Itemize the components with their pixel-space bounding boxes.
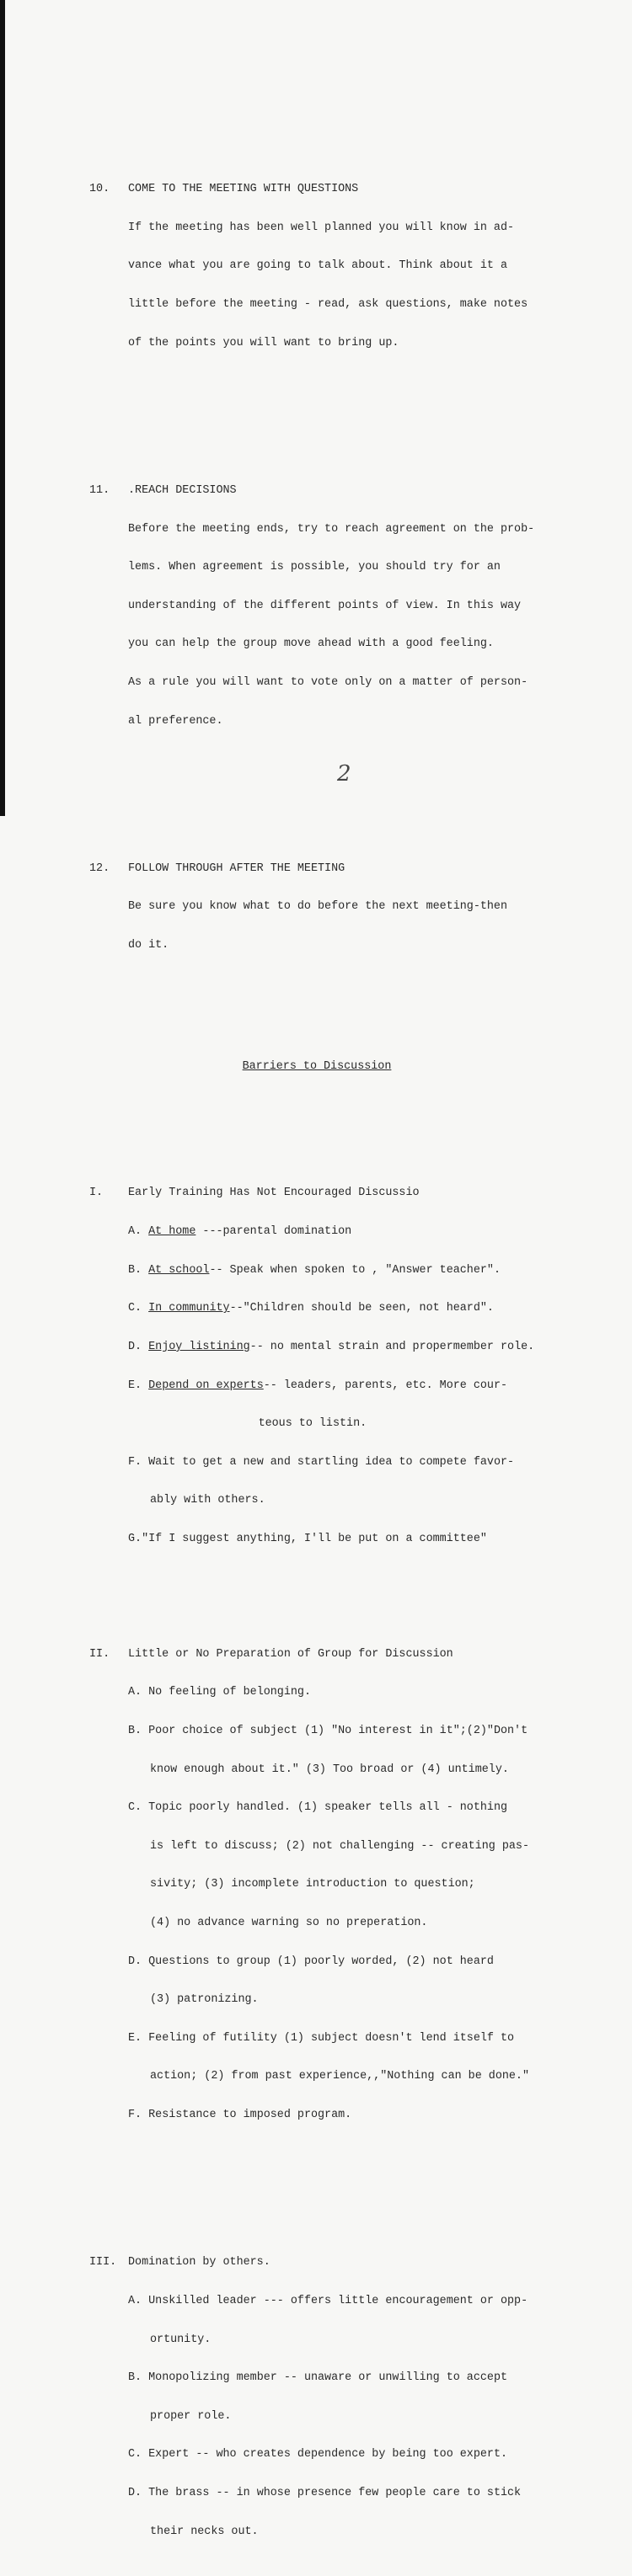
item-number: 12.: [89, 861, 110, 875]
sub-letter: B.: [128, 1724, 142, 1737]
sub-letter: A.: [128, 1225, 142, 1239]
roman-numeral: III.: [89, 2256, 117, 2269]
numbered-item-11: [89, 458, 595, 753]
numbered-item-12: [89, 836, 595, 977]
sub-continuation: ably with others.: [150, 1494, 265, 1507]
barrier-heading: Early Training Has Not Encouraged Discussio: [128, 1187, 420, 1200]
sub-continuation: (3) patronizing.: [150, 1993, 259, 2007]
binder-edge: [0, 0, 5, 816]
item-number: 11.: [89, 483, 110, 497]
item-line: al preference.: [128, 714, 223, 728]
sub-letter: E.: [128, 2031, 142, 2045]
sub-text: Expert -- who creates dependence by being too expert.: [148, 2448, 508, 2461]
sub-text: Topic poorly handled. (1) speaker tells all - nothing: [148, 1801, 508, 1815]
page-number: 2: [337, 761, 351, 787]
sub-continuation: ortunity.: [150, 2333, 212, 2346]
item-line: If the meeting has been well planned you will know in ad-: [128, 221, 515, 234]
sub-text: ---parental domination: [195, 1225, 352, 1239]
sub-letter: D.: [128, 1340, 142, 1353]
sub-letter: D.: [128, 1955, 142, 1968]
sub-continuation: is left to discuss; (2) not challenging -- creating pas-: [150, 1839, 529, 1853]
item-line: lems. When agreement is possible, you should try for an: [128, 561, 501, 574]
sub-text: Poor choice of subject (1) "No interest in it";(2)"Don't: [148, 1724, 528, 1737]
sub-text: -- leaders, parents, etc. More cour-: [263, 1379, 508, 1392]
sub-letter: G.: [128, 1532, 142, 1545]
sub-underlined: At home: [148, 1225, 196, 1239]
sub-letter: C.: [128, 1302, 142, 1315]
sub-letter: C.: [128, 1801, 142, 1815]
sub-text: The brass -- in whose presence few people care to stick: [148, 2486, 522, 2499]
barrier-heading: Little or No Preparation of Group for Discussion: [128, 1647, 453, 1661]
section-title: Barriers to Discussion: [242, 1059, 392, 1073]
numbered-item-10: [89, 157, 595, 375]
item-heading: FOLLOW THROUGH AFTER THE MEETING: [128, 861, 345, 875]
sub-letter: C.: [128, 2448, 142, 2461]
item-line: understanding of the different points of view. In this way: [128, 599, 522, 612]
sub-continuation: action; (2) from past experience,,"Nothing can be done.": [150, 2070, 529, 2083]
sub-continuation: know enough about it." (3) Too broad or (4) untimely.: [150, 1763, 509, 1776]
sub-text: Feeling of futility (1) subject doesn't lend itself to: [148, 2031, 515, 2045]
document-page: [89, 106, 595, 2576]
sub-continuation: their necks out.: [150, 2525, 259, 2538]
roman-numeral: I.: [89, 1187, 104, 1200]
sub-letter: B.: [128, 2371, 142, 2385]
sub-continuation: proper role.: [150, 2409, 232, 2423]
item-line: do it.: [128, 939, 169, 952]
item-line: Before the meeting ends, try to reach agreement on the prob-: [128, 522, 535, 536]
sub-letter: F.: [128, 2109, 142, 2122]
sub-text: -- Speak when spoken to , "Answer teacher".: [209, 1263, 501, 1277]
item-line: little before the meeting - read, ask questions, make notes: [128, 298, 528, 312]
sub-letter: A.: [128, 1686, 142, 1699]
sub-text: Monopolizing member -- unaware or unwilling to accept: [148, 2371, 508, 2385]
sub-letter: A.: [128, 2294, 142, 2307]
sub-continuation: sivity; (3) incomplete introduction to question;: [150, 1878, 475, 1891]
item-heading: COME TO THE MEETING WITH QUESTIONS: [128, 183, 359, 196]
sub-underlined: Enjoy listining: [148, 1340, 250, 1353]
sub-text: No feeling of belonging.: [148, 1686, 311, 1699]
sub-text: --"Children should be seen, not heard".: [229, 1302, 494, 1315]
sub-letter: D.: [128, 2486, 142, 2499]
item-number: 10.: [89, 183, 110, 196]
sub-underlined: Depend on experts: [148, 1379, 264, 1392]
barrier-section-2: [89, 1622, 595, 2147]
sub-text: "If I suggest anything, I'll be put on a committee": [142, 1532, 487, 1545]
sub-continuation: teous to listin.: [150, 1417, 367, 1431]
item-line: vance what you are going to talk about. Think about it a: [128, 259, 507, 273]
sub-text: Questions to group (1) poorly worded, (2) not heard: [148, 1955, 494, 1968]
item-line: of the points you will want to bring up.: [128, 336, 399, 349]
sub-underlined: At school: [148, 1263, 210, 1277]
item-heading: .REACH DECISIONS: [128, 483, 237, 497]
sub-text: Wait to get a new and startling idea to compete favor-: [148, 1455, 515, 1469]
barrier-heading: Domination by others.: [128, 2256, 270, 2269]
sub-letter: B.: [128, 1263, 142, 1277]
sub-letter: F.: [128, 1455, 142, 1469]
barrier-section-1: [89, 1161, 595, 1571]
sub-text: Resistance to imposed program.: [148, 2109, 352, 2122]
item-line: Be sure you know what to do before the next meeting-then: [128, 900, 507, 914]
sub-text: -- no mental strain and propermember role.: [249, 1340, 535, 1353]
sub-text: Unskilled leader --- offers little encouragement or opp-: [148, 2294, 528, 2307]
sub-letter: E.: [128, 1379, 142, 1392]
item-line: you can help the group move ahead with a good feeling.: [128, 637, 494, 651]
item-line: As a rule you will want to vote only on a matter of person-: [128, 675, 528, 689]
sub-continuation: (4) no advance warning so no preperation.: [150, 1917, 428, 1930]
roman-numeral: II.: [89, 1647, 110, 1661]
barrier-section-3: [89, 2231, 595, 2563]
sub-underlined: In community: [148, 1302, 230, 1315]
